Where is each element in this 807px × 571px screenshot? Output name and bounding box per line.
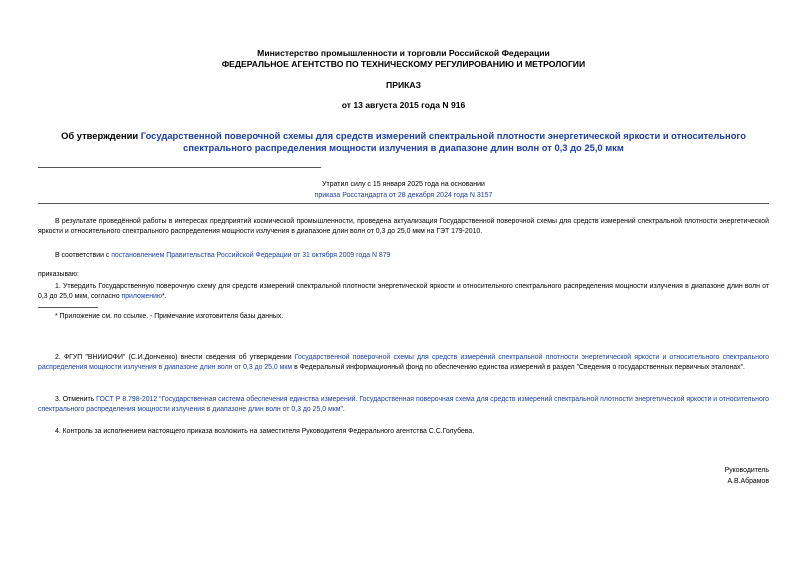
order-word: приказываю: [38,271,79,278]
appendix-link[interactable]: приложению [121,293,163,301]
divider [38,203,769,204]
item3-suffix: . [342,406,345,414]
order-item-4: 4. Контроль за исполнением настоящего приказа возложить на заместителя Руководителя Федерального агентства С.С.Голубева. [55,428,475,435]
status-note [38,179,769,201]
signatory-name: А.В.Абрамов [727,477,769,485]
ministry-name: Министерство промышленности и торговли Российской Федерации [257,48,550,58]
signatory-role: Руководитель [724,467,769,474]
order-item-2 [38,353,769,374]
item3-prefix: 3. Отменить [55,396,97,403]
paragraph-basis [38,251,769,261]
repeal-order-link[interactable]: приказа Росстандарта от 28 декабря 2024 года N 3157 [314,192,493,199]
document-header [38,48,769,70]
gost-link[interactable]: ГОСТ Р 8.798-2012 "Государственная система обеспечения единства измерений. Государственная поверочная схема для средств измерений спектральной плотности энергетической яркости и относительного спектрального распределения мощности излучения в диапазоне длин волн от 0,3 до 25,0 мкм" [38,396,770,414]
government-decree-link[interactable]: постановлением Правительства Российской Федерации от 31 октября 2009 года N 879 [111,252,391,259]
doc-type: ПРИКАЗ [386,80,421,90]
title-prefix: Об утверждении [61,130,141,141]
doc-date-number: от 13 августа 2015 года N 916 [341,100,466,110]
agency-name: ФЕДЕРАЛЬНОЕ АГЕНТСТВО ПО ТЕХНИЧЕСКОМУ РЕГУЛИРОВАНИЮ И МЕТРОЛОГИИ [221,59,586,69]
basis-prefix: В соответствии с [55,252,112,259]
footnote-divider [38,307,98,308]
paragraph-intro: В результате проведённой работы в интересах предприятий космической промышленности, проведена актуализация Государственной поверочной схемы для средств измерений спектральной плотности энергетической яркости и относительного спектрального распределения мощности излучения в диапазоне длин волн от 0,3 до 25,0 мкм на ГЭТ 179-2010. [38,218,769,236]
item1-suffix: *. [162,293,167,301]
item2-suffix: в Федеральный информационный фонд по обеспечению единства измерений в раздел "Сведения о государственных первичных эталонах". [292,364,745,372]
footnote: * Приложение см. по ссылке. - Примечание изготовителя базы данных. [55,313,284,320]
item1-text: 1. Утвердить Государственную поверочную схему для средств измерений спектральной плотности энергетической яркости и относительного спектрального распределения мощности излучения в диапазоне длин волн от 0,3 до 25,0 мкм, согласно [38,283,769,301]
divider [38,167,321,168]
item2-prefix: 2. ФГУП "ВНИИОФИ" (С.И.Донченко) внести сведения об утверждении [55,354,295,361]
order-item-1 [38,282,769,303]
signature-block [569,466,769,487]
title-link[interactable]: Государственной поверочной схемы для средств измерений спектральной плотности энергетической яркости и относительного спектрального распределения мощности излучения в диапазоне длин волн от 0,3 до 25,0 мкм [140,130,746,153]
status-note-text: Утратил силу с 15 января 2025 года на основании [322,181,485,188]
order-item-3 [38,395,769,416]
scheme-link[interactable]: Государственной поверочной схемы для средств измерений спектральной плотности энергетической яркости и относительного спектрального распределения мощности излучения в диапазоне длин волн от 0,3 до 25,0 мкм [38,354,769,372]
doc-title [58,130,749,154]
